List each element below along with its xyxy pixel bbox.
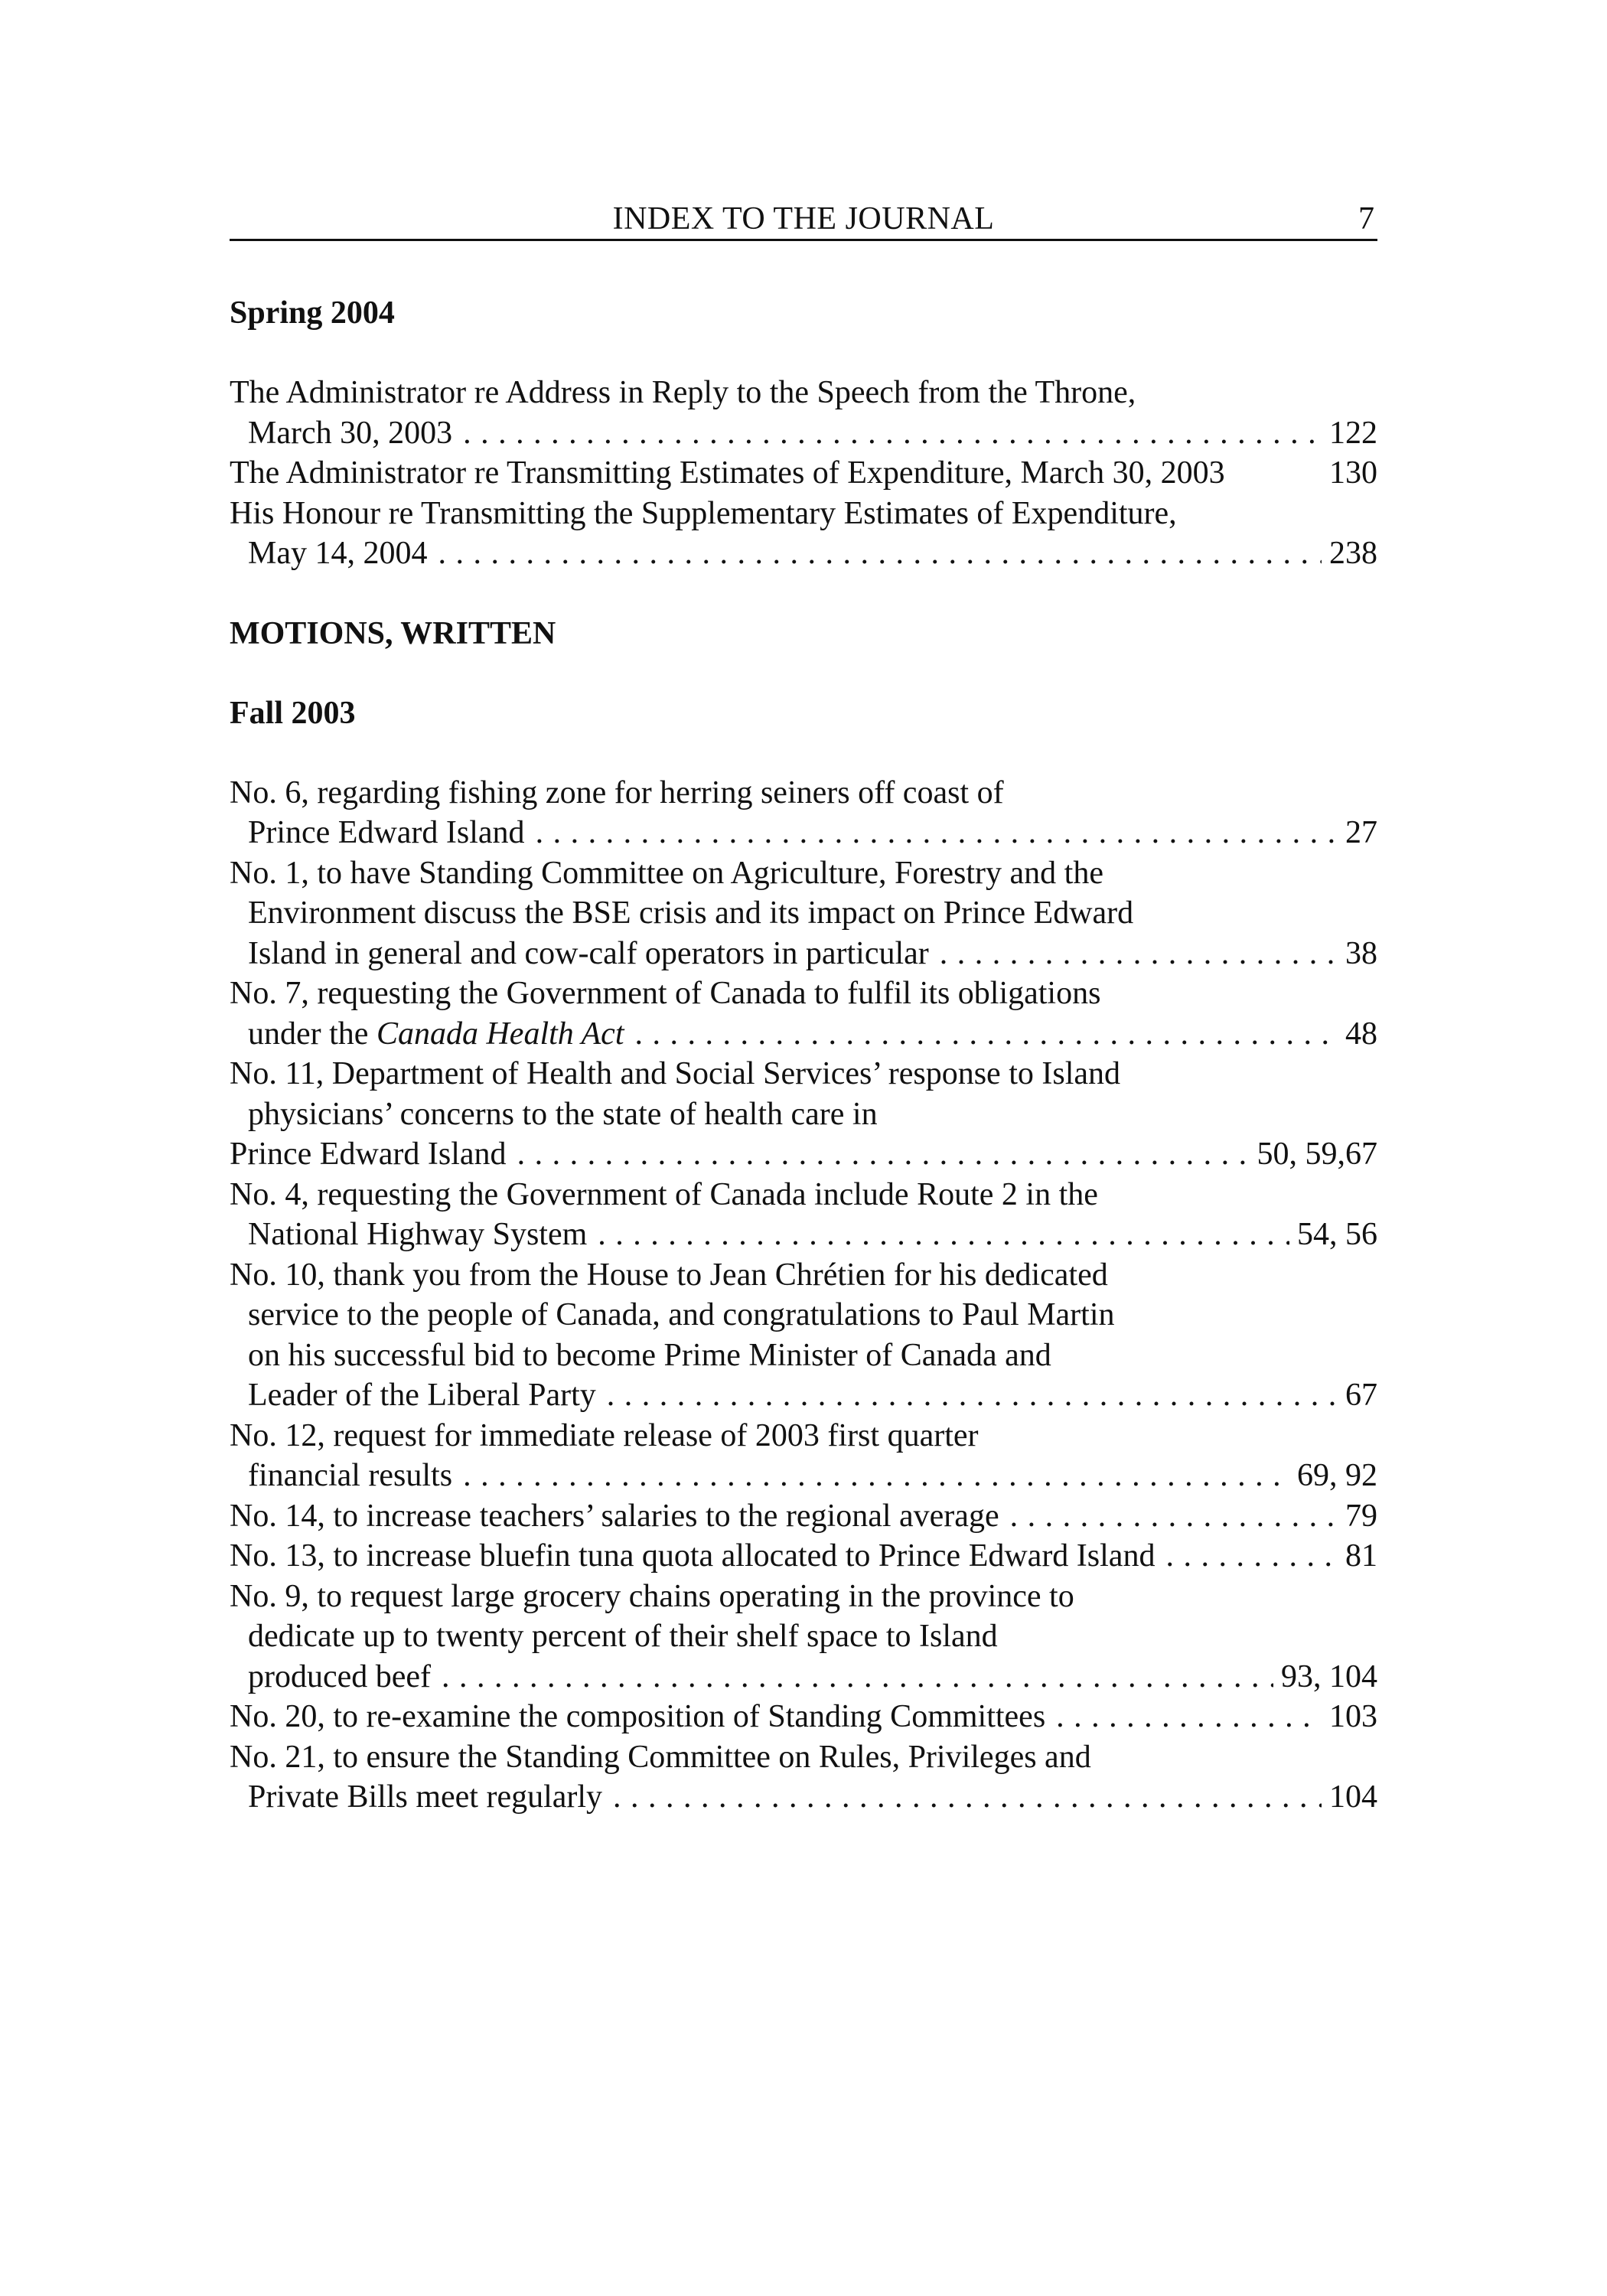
index-entry: No. 13, to increase bluefin tuna quota allocated to Prince Edward Island . . . 81: [230, 1536, 1377, 1577]
index-entry: No. 6, regarding fishing zone for herring seiners off coast of Prince Edward Island . . . 27: [230, 773, 1377, 853]
page-reference: 238: [1329, 536, 1377, 571]
index-entry: No. 7, requesting the Government of Canada to fulfil its obligations under the Canada Health Act . . . 48: [230, 974, 1377, 1054]
page-reference: 38: [1345, 935, 1377, 971]
index-entry: The Administrator re Address in Reply to the Speech from the Throne, March 30, 2003 . . . 122: [230, 373, 1377, 453]
header-title: INDEX TO THE JOURNAL: [612, 201, 995, 236]
page-reference: 54, 56: [1297, 1217, 1377, 1252]
index-list-spring-2004: [230, 373, 1377, 574]
index-entry: No. 10, thank you from the House to Jean Chrétien for his dedicated service to the people of Canada, and congratulations to Paul Martin on his successful bid to become Prime Minister of Canada and Leader of the Liberal Party . . . 67: [230, 1255, 1377, 1416]
index-list-fall-2003: [230, 773, 1377, 1818]
page-reference: 104: [1329, 1779, 1377, 1815]
index-entry: No. 21, to ensure the Standing Committee on Rules, Privileges and Private Bills meet regularly . . . 104: [230, 1737, 1377, 1818]
page-reference: 69, 92: [1297, 1458, 1377, 1493]
index-entry: No. 1, to have Standing Committee on Agriculture, Forestry and the Environment discuss the BSE crisis and its impact on Prince Edward Island in general and cow-calf operators in particular . . . 38: [230, 853, 1377, 974]
dot-leader: [1056, 1697, 1322, 1737]
page-reference: 79: [1345, 1498, 1377, 1534]
running-header: [230, 199, 1377, 241]
page-reference: 67: [1345, 1378, 1377, 1413]
dot-leader: [442, 1657, 1273, 1698]
section-heading-spring-2004: Spring 2004: [230, 295, 395, 331]
index-entry: No. 11, Department of Health and Social Services’ response to Island physicians’ concerns to the state of health care in Prince Edward Island . . . 50, 59,67: [230, 1054, 1377, 1175]
index-entry: No. 9, to request large grocery chains operating in the province to dedicate up to twenty percent of their shelf space to Island produced beef . . . 93, 104: [230, 1577, 1377, 1698]
dot-leader: [613, 1777, 1322, 1818]
dot-leader: [598, 1215, 1289, 1255]
page-reference: 27: [1345, 815, 1377, 850]
dot-leader: [463, 413, 1322, 454]
dot-leader: [517, 1134, 1250, 1175]
dot-leader: [1010, 1496, 1338, 1537]
index-entry: No. 4, requesting the Government of Canada include Route 2 in the National Highway System . . . 54, 56: [230, 1175, 1377, 1255]
page-reference: 103: [1329, 1699, 1377, 1734]
dot-leader: [438, 533, 1322, 574]
page-reference: 122: [1329, 415, 1377, 451]
dot-leader: [463, 1456, 1289, 1496]
index-entry: No. 20, to re-examine the composition of Standing Committees . . . 103: [230, 1697, 1377, 1737]
section-heading-motions-written: MOTIONS, WRITTEN: [230, 615, 556, 651]
document-page: [230, 199, 1377, 1818]
dot-leader: [940, 934, 1338, 974]
dot-leader: [634, 1014, 1338, 1055]
page-number: 7: [1358, 201, 1374, 236]
dot-leader: [536, 813, 1338, 853]
index-entry: No. 12, request for immediate release of 2003 first quarter financial results . . . 69, 92: [230, 1416, 1377, 1496]
dot-leader: [1165, 1536, 1338, 1577]
page-reference: 81: [1345, 1538, 1377, 1574]
page-reference: 130: [1329, 455, 1377, 491]
index-entry: The Administrator re Transmitting Estimates of Expenditure, March 30, 2003 130: [230, 453, 1377, 494]
page-reference: 50, 59,67: [1257, 1137, 1377, 1172]
page-reference: 93, 104: [1281, 1658, 1377, 1694]
page-reference: 48: [1345, 1016, 1377, 1052]
section-heading-fall-2003: Fall 2003: [230, 695, 356, 731]
italic-act-title: Canada Health Act: [376, 1016, 624, 1052]
dot-leader: [607, 1375, 1338, 1416]
index-entry: No. 14, to increase teachers’ salaries to the regional average . . . 79: [230, 1496, 1377, 1537]
index-entry: His Honour re Transmitting the Supplementary Estimates of Expenditure, May 14, 2004 . . . 238: [230, 494, 1377, 574]
